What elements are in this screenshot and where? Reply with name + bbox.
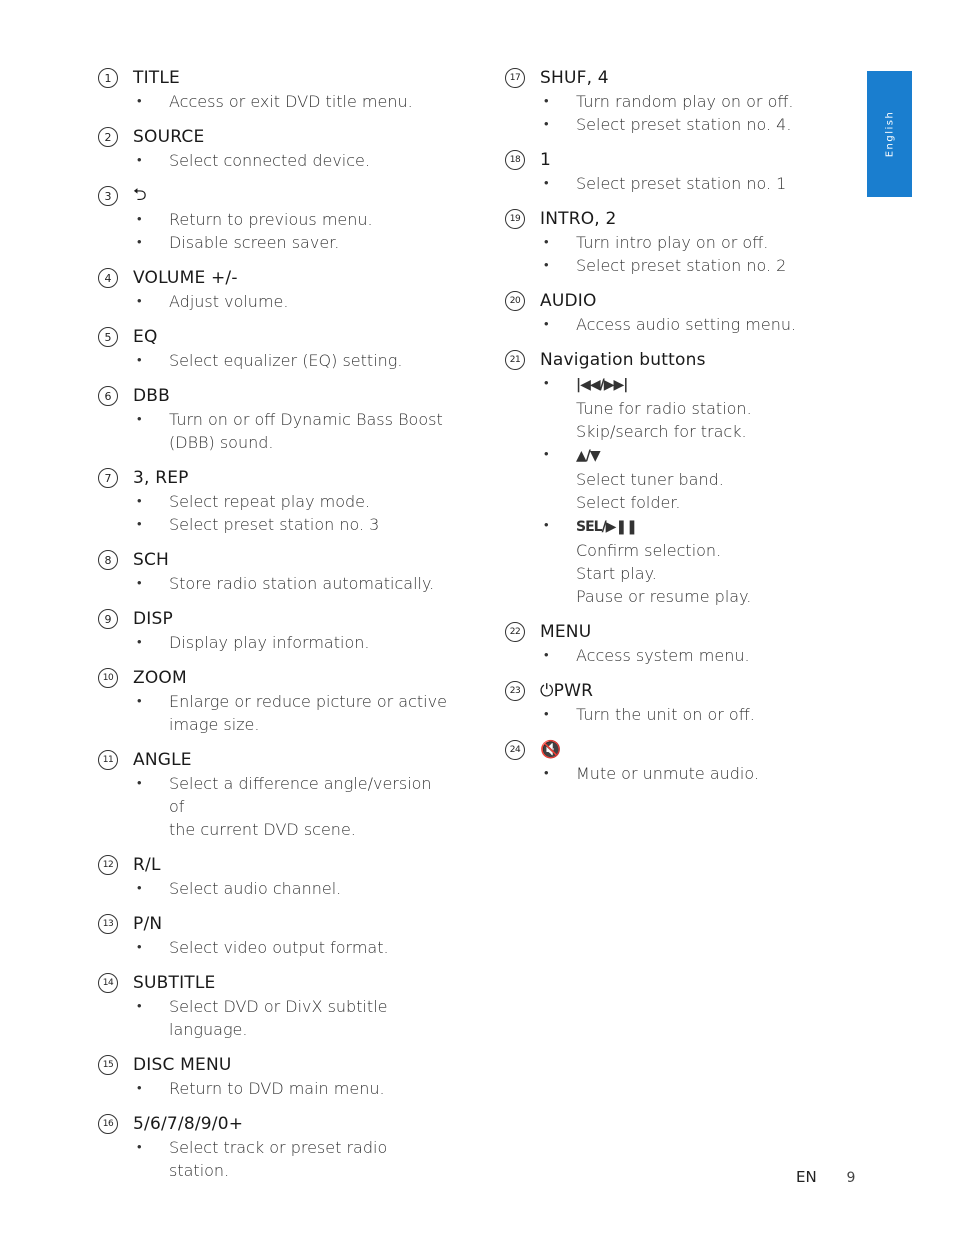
description-line [505, 113, 805, 136]
description-list [98, 572, 448, 595]
control-label: TITLE [133, 68, 180, 88]
description-line [505, 231, 805, 254]
control-item [98, 748, 448, 841]
control-label: R/L [133, 855, 161, 875]
description-line [505, 514, 805, 539]
description-line [98, 290, 448, 313]
control-item [98, 607, 448, 654]
description-line [98, 149, 448, 172]
page-footer [796, 1168, 855, 1186]
description-line [505, 443, 805, 468]
control-item [505, 348, 805, 608]
item-number-badge: 3 [98, 186, 118, 206]
description-text: Return to DVD main menu. [169, 1079, 385, 1098]
control-item [98, 184, 448, 254]
control-heading [98, 1053, 448, 1077]
description-list [505, 703, 805, 726]
control-label: 1 [540, 150, 552, 170]
control-label: ANGLE [133, 750, 192, 770]
item-number-badge: 14 [98, 973, 118, 993]
description-list [98, 772, 448, 841]
description-text: Tune for radio station. [576, 399, 752, 418]
item-number-badge: 13 [98, 914, 118, 934]
description-text: image size. [169, 715, 260, 734]
description-text: (DBB) sound. [169, 433, 274, 452]
description-text: Select repeat play mode. [169, 492, 371, 511]
description-list [98, 1136, 448, 1182]
description-text: Select tuner band. [576, 470, 724, 489]
item-number-badge: 4 [98, 268, 118, 288]
control-heading [505, 207, 805, 231]
description-list [505, 762, 805, 785]
description-text: Display play information. [169, 633, 370, 652]
control-item [98, 266, 448, 313]
description-line [98, 408, 448, 431]
description-text: Skip/search for track. [576, 422, 747, 441]
control-label: P/N [133, 914, 163, 934]
control-heading [505, 679, 805, 703]
control-heading [98, 748, 448, 772]
description-list [98, 877, 448, 900]
language-tab-label: English [884, 110, 895, 158]
control-item [505, 289, 805, 336]
control-heading [98, 853, 448, 877]
item-number-badge: 12 [98, 855, 118, 875]
control-label: SCH [133, 550, 170, 570]
description-line [505, 703, 805, 726]
control-label: AUDIO [540, 291, 597, 311]
description-list [505, 172, 805, 195]
description-text: Turn on or off Dynamic Bass Boost [169, 410, 443, 429]
control-heading [505, 620, 805, 644]
description-text: Confirm selection. [576, 541, 722, 560]
description-line [98, 631, 448, 654]
button-symbol: |◀◀/▶▶| [576, 377, 628, 393]
control-heading [505, 738, 805, 762]
item-number-badge: 5 [98, 327, 118, 347]
control-heading [98, 548, 448, 572]
control-label: 5/6/7/8/9/0+ [133, 1114, 244, 1134]
control-label: ⮌ [133, 184, 147, 205]
control-item [505, 207, 805, 277]
item-number-badge: 6 [98, 386, 118, 406]
control-item [98, 666, 448, 736]
control-label: DISP [133, 609, 173, 629]
item-number-badge: 15 [98, 1055, 118, 1075]
control-item [98, 66, 448, 113]
item-number-badge: 10 [98, 668, 118, 688]
description-line [505, 90, 805, 113]
control-item [505, 148, 805, 195]
left-column [98, 66, 448, 1194]
description-text: language. [169, 1020, 248, 1039]
control-label: 3, REP [133, 468, 189, 488]
control-item [98, 548, 448, 595]
description-line [505, 539, 805, 562]
control-heading [98, 184, 448, 208]
description-line [98, 1136, 448, 1182]
control-heading [98, 971, 448, 995]
description-text: Pause or resume play. [576, 587, 752, 606]
control-heading [98, 607, 448, 631]
description-text: Return to previous menu. [169, 210, 373, 229]
description-text: Turn intro play on or off. [576, 233, 769, 252]
description-text: Select equalizer (EQ) setting. [169, 351, 403, 370]
description-list [98, 936, 448, 959]
description-line [98, 818, 448, 841]
description-line [98, 349, 448, 372]
control-item [98, 1053, 448, 1100]
description-list [98, 690, 448, 736]
control-item [98, 125, 448, 172]
button-symbol: ▲/▼ [576, 448, 600, 464]
control-item [98, 466, 448, 536]
control-heading [98, 666, 448, 690]
item-number-badge: 17 [505, 68, 525, 88]
control-label: VOLUME +/- [133, 268, 238, 288]
description-list [505, 644, 805, 667]
description-line [98, 208, 448, 231]
description-list [98, 290, 448, 313]
item-number-badge: 23 [505, 681, 525, 701]
control-heading [505, 348, 805, 372]
description-text: Select preset station no. 4. [576, 115, 792, 134]
item-number-badge: 2 [98, 127, 118, 147]
control-label: ⏻PWR [540, 681, 594, 701]
item-number-badge: 21 [505, 350, 525, 370]
description-line [505, 762, 805, 785]
description-text: Select preset station no. 1 [576, 174, 787, 193]
control-heading [98, 384, 448, 408]
control-item [98, 971, 448, 1041]
control-heading [505, 148, 805, 172]
description-text: the current DVD scene. [169, 820, 356, 839]
control-heading [98, 125, 448, 149]
control-item [505, 66, 805, 136]
description-text: Access or exit DVD title menu. [169, 92, 413, 111]
control-heading [98, 1112, 448, 1136]
control-item [98, 853, 448, 900]
item-number-badge: 8 [98, 550, 118, 570]
control-heading [98, 466, 448, 490]
control-label: DBB [133, 386, 171, 406]
description-text: Select audio channel. [169, 879, 342, 898]
description-line [98, 690, 448, 713]
description-line [505, 562, 805, 585]
description-line [98, 572, 448, 595]
description-line [505, 313, 805, 336]
control-label: ZOOM [133, 668, 187, 688]
description-text: Enlarge or reduce picture or active [169, 692, 447, 711]
description-list [98, 208, 448, 254]
control-heading [505, 66, 805, 90]
right-column [505, 66, 805, 797]
description-text: Select track or preset radio station. [169, 1138, 388, 1180]
control-item [505, 620, 805, 667]
description-text: Turn random play on or off. [576, 92, 794, 111]
control-heading [98, 912, 448, 936]
description-line [98, 431, 448, 454]
description-line [505, 491, 805, 514]
description-list [98, 995, 448, 1041]
description-line [505, 468, 805, 491]
description-list [505, 231, 805, 277]
description-text: Select a difference angle/version of [169, 774, 432, 816]
description-text: Select video output format. [169, 938, 389, 957]
control-label: INTRO, 2 [540, 209, 617, 229]
description-list [98, 490, 448, 536]
description-line [98, 713, 448, 736]
item-number-badge: 9 [98, 609, 118, 629]
description-list [98, 90, 448, 113]
description-line [98, 995, 448, 1018]
footer-language: EN [796, 1168, 817, 1186]
description-text: Start play. [576, 564, 657, 583]
description-list [98, 1077, 448, 1100]
control-item [98, 912, 448, 959]
control-item [505, 679, 805, 726]
description-line [98, 1018, 448, 1041]
description-line [98, 513, 448, 536]
control-item [98, 325, 448, 372]
description-list [505, 372, 805, 608]
control-item [98, 384, 448, 454]
item-number-badge: 22 [505, 622, 525, 642]
item-number-badge: 20 [505, 291, 525, 311]
control-heading [98, 66, 448, 90]
control-heading [98, 266, 448, 290]
description-text: Adjust volume. [169, 292, 289, 311]
description-line [98, 90, 448, 113]
description-line [98, 231, 448, 254]
description-list [505, 90, 805, 136]
description-text: Access system menu. [576, 646, 750, 665]
description-line [505, 254, 805, 277]
description-text: Mute or unmute audio. [576, 764, 759, 783]
description-list [98, 631, 448, 654]
item-number-badge: 11 [98, 750, 118, 770]
item-number-badge: 18 [505, 150, 525, 170]
description-line [98, 772, 448, 818]
control-item [98, 1112, 448, 1182]
description-line [98, 1077, 448, 1100]
description-text: Select preset station no. 2 [576, 256, 787, 275]
description-text: Disable screen saver. [169, 233, 340, 252]
description-line [98, 490, 448, 513]
control-label: SUBTITLE [133, 973, 216, 993]
control-label: SHUF, 4 [540, 68, 609, 88]
item-number-badge: 16 [98, 1114, 118, 1134]
description-list [505, 313, 805, 336]
control-label: EQ [133, 327, 158, 347]
description-line [98, 877, 448, 900]
control-heading [505, 289, 805, 313]
description-line [505, 585, 805, 608]
description-line [505, 172, 805, 195]
item-number-badge: 19 [505, 209, 525, 229]
description-line [98, 936, 448, 959]
control-label: 🔇 [540, 740, 562, 760]
description-line [505, 420, 805, 443]
page-number: 9 [846, 1170, 856, 1186]
control-label: MENU [540, 622, 592, 642]
description-list [98, 349, 448, 372]
description-line [505, 397, 805, 420]
item-number-badge: 1 [98, 68, 118, 88]
description-text: Select connected device. [169, 151, 370, 170]
description-list [98, 408, 448, 454]
description-line [505, 372, 805, 397]
control-label: SOURCE [133, 127, 205, 147]
item-number-badge: 7 [98, 468, 118, 488]
item-number-badge: 24 [505, 740, 525, 760]
control-label: Navigation buttons [540, 350, 706, 370]
description-text: Store radio station automatically. [169, 574, 435, 593]
description-text: Access audio setting menu. [576, 315, 797, 334]
control-label: DISC MENU [133, 1055, 232, 1075]
description-text: Turn the unit on or off. [576, 705, 755, 724]
description-text: Select folder. [576, 493, 681, 512]
control-item [505, 738, 805, 785]
description-text: Select DVD or DivX subtitle [169, 997, 388, 1016]
description-text: Select preset station no. 3 [169, 515, 380, 534]
description-list [98, 149, 448, 172]
language-side-tab [867, 71, 912, 197]
control-heading [98, 325, 448, 349]
description-line [505, 644, 805, 667]
button-symbol: SEL/▶❚❚ [576, 519, 637, 535]
